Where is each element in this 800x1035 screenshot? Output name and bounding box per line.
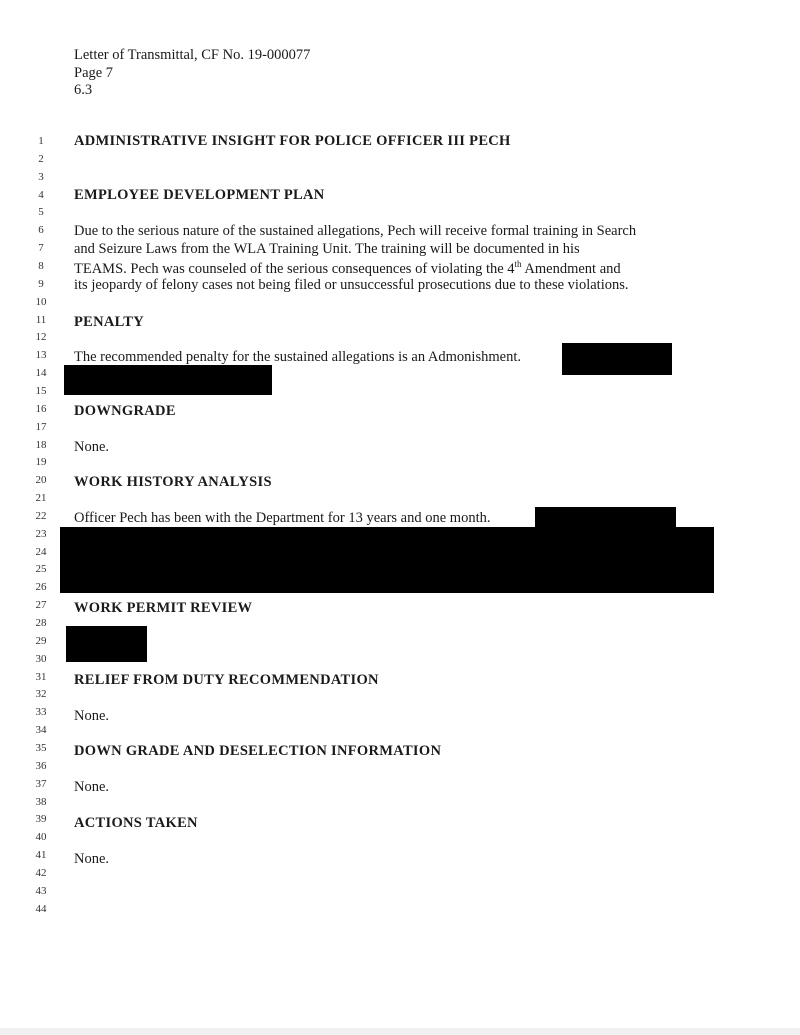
work-history-heading: WORK HISTORY ANALYSIS: [74, 474, 272, 490]
relief-heading: RELIEF FROM DUTY RECOMMENDATION: [74, 672, 379, 688]
line-number: 40: [35, 831, 47, 844]
line-number: 44: [35, 902, 47, 915]
line-number: 21: [35, 492, 47, 504]
line-number: 4: [38, 188, 44, 201]
line-number: 23: [35, 527, 47, 540]
deselection-text: None.: [74, 779, 110, 795]
line-number: 34: [35, 724, 47, 737]
line-number: 2: [38, 152, 44, 165]
line-number: 9: [38, 277, 44, 290]
line-number: 29: [35, 634, 47, 647]
line-number: 25: [35, 563, 47, 576]
line-number: 30: [35, 652, 47, 665]
line-number: 10: [35, 295, 47, 308]
page-bottom-edge: [0, 1028, 800, 1035]
line-number: 35: [35, 741, 47, 754]
redaction-block: [66, 626, 147, 662]
line-number: 17: [35, 420, 47, 433]
line-number: 24: [35, 545, 47, 558]
penalty-text: The recommended penalty for the sustained allegations is an Admonishment.: [74, 349, 521, 365]
actions-text: None.: [74, 851, 110, 867]
downgrade-text: None.: [74, 439, 110, 455]
line-number: 39: [35, 813, 47, 826]
line-number: 27: [35, 599, 47, 612]
line-number: 28: [35, 617, 47, 629]
line-number: 36: [35, 759, 47, 772]
line-number: 43: [35, 884, 47, 897]
line-number: 5: [38, 206, 44, 219]
line-number: 1: [38, 135, 44, 147]
line-number: 7: [38, 242, 44, 255]
edp-paragraph-line-4: its jeopardy of felony cases not being filed or unsuccessful prosecutions due to these violations.: [74, 277, 629, 293]
redaction-block: [562, 343, 672, 375]
deselection-heading: DOWN GRADE AND DESELECTION INFORMATION: [74, 743, 442, 759]
line-number: 22: [35, 509, 47, 522]
line-number: 37: [35, 777, 47, 790]
document-title: ADMINISTRATIVE INSIGHT FOR POLICE OFFICER III PECH: [74, 133, 511, 149]
line-number: 15: [35, 384, 47, 397]
line-number: 41: [35, 849, 47, 861]
line-number: 32: [35, 688, 47, 701]
work-permit-heading: WORK PERMIT REVIEW: [74, 600, 253, 616]
line-number: 11: [35, 313, 47, 326]
edp-line-3-part-b: Amendment and: [521, 260, 621, 277]
actions-heading: ACTIONS TAKEN: [74, 815, 198, 831]
line-number: 18: [35, 438, 47, 451]
downgrade-heading: DOWNGRADE: [74, 403, 176, 419]
line-number: 14: [35, 367, 47, 380]
edp-paragraph-line-1: Due to the serious nature of the sustained allegations, Pech will receive formal training in Search: [74, 223, 637, 239]
redaction-block: [64, 365, 272, 395]
redaction-block: [535, 507, 676, 527]
line-number: 16: [35, 402, 47, 415]
line-number: 13: [35, 349, 47, 362]
edp-paragraph-line-3: [74, 259, 621, 278]
penalty-heading: PENALTY: [74, 314, 145, 330]
relief-text: None.: [74, 708, 110, 724]
line-number: 19: [35, 456, 47, 469]
line-number: 26: [35, 581, 47, 594]
line-number: 8: [38, 260, 44, 272]
line-number: 12: [35, 331, 47, 344]
header-page-number: Page 7: [74, 65, 114, 81]
line-number: 31: [35, 670, 47, 683]
header-section-number: 6.3: [74, 82, 93, 98]
edp-heading: EMPLOYEE DEVELOPMENT PLAN: [74, 187, 325, 203]
edp-paragraph-line-2: and Seizure Laws from the WLA Training Unit. The training will be documented in his: [74, 241, 580, 257]
line-number: 20: [35, 474, 47, 487]
line-number: 33: [35, 706, 47, 719]
line-number: 38: [35, 795, 47, 808]
work-history-text: Officer Pech has been with the Department for 13 years and one month.: [74, 510, 491, 526]
edp-line-3-superscript: th: [514, 259, 522, 269]
line-number: 6: [38, 224, 44, 237]
line-number: 3: [38, 170, 44, 183]
redaction-block: [60, 527, 714, 593]
header-reference: Letter of Transmittal, CF No. 19-000077: [74, 47, 311, 63]
edp-line-3-part-a: TEAMS. Pech was counseled of the serious consequences of violating the 4: [74, 260, 515, 277]
line-number: 42: [35, 866, 47, 879]
